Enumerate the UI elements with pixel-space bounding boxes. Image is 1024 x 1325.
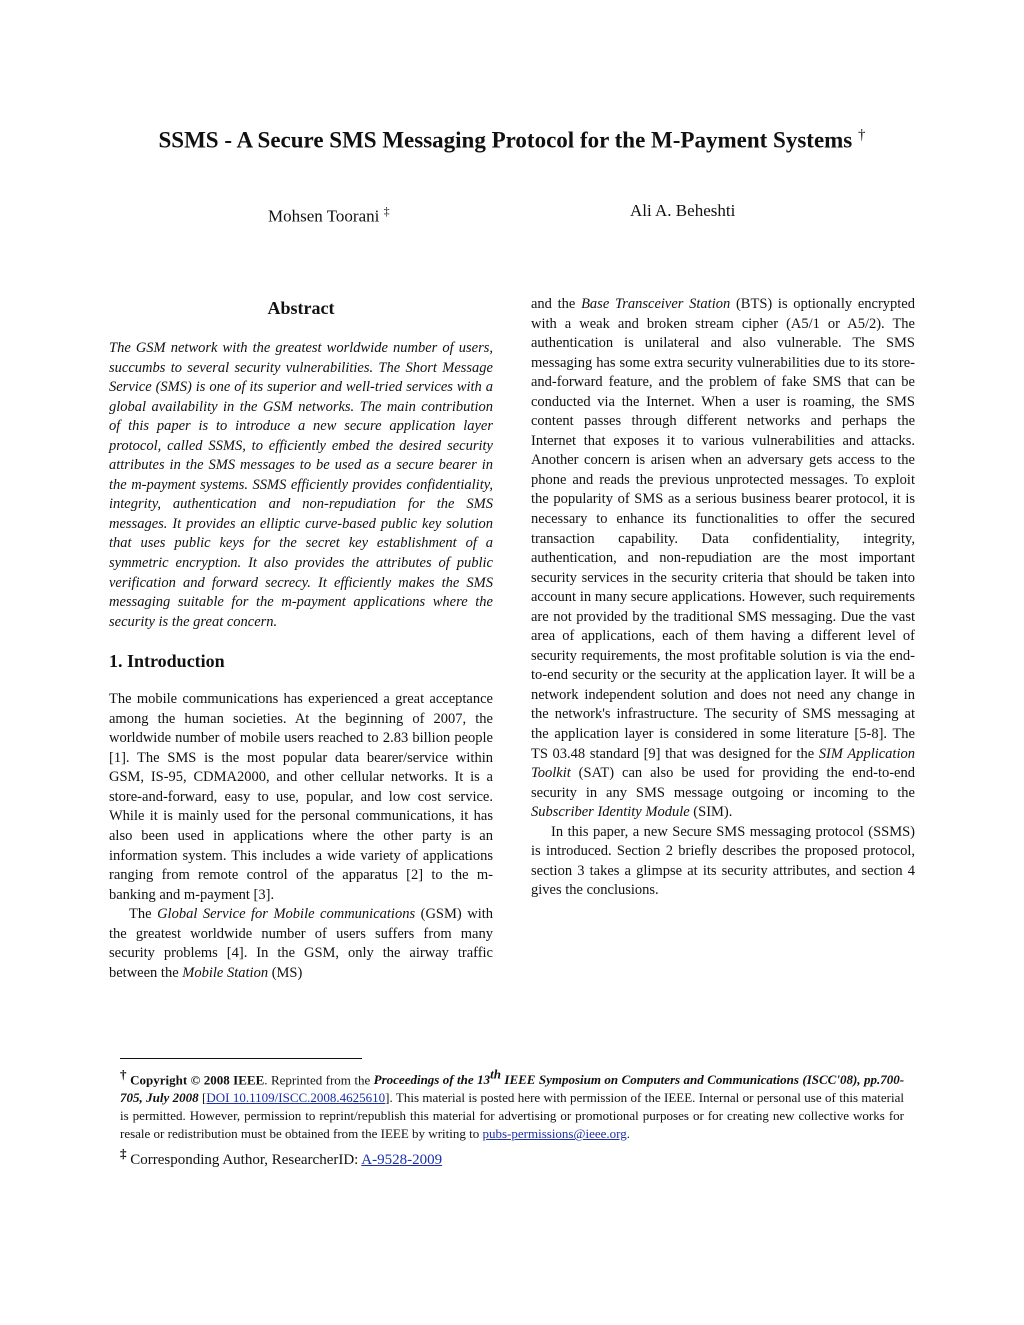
intro-p2-text-a: The	[129, 906, 158, 923]
author-2-name: Ali A. Beheshti	[630, 201, 736, 220]
intro-p3-text-a: and the	[531, 296, 582, 312]
intro-p3-sat-term: SIM Application Toolkit	[531, 745, 915, 782]
researcher-id-link[interactable]: A-9528-2009	[361, 1152, 443, 1169]
intro-p3-text-b: (BTS) is optionally encrypted with a weak and broken stream cipher (A5/1 or A5/2). The authentication is unilateral and also vulnerable. The SMS messaging has some extra security vulnerabilities due to its store-and-forward feature, and the problem of fake SMS that can be conducted via the Internet. When a user is roaming, the SMS content passes through different networks and perhaps the Internet that exposes it to various vulnerabilities and attacks. Another concern is arisen when an adversary gets access to the phone and reads the previous unprotected messages. To exploit the popularity of SMS as a serious business bearer protocol, it is necessary to enhance its functionalities to offer the secured transaction capability. Data confidentiality, integrity, authentication, and non-repudiation are the most important security services in the security criteria that should be taken into account in many secure applications. However, such requirements are not provided by the traditional SMS messaging. Due the vast area of applications, each of them having a different level of security requirements, the most profitable solution is via the end-to-end security or the security at the application layer. It will be a network independent solution and does not need any change in the network's infrastructure. The security of SMS messaging at the application layer is considered in some literature [5-8]. The TS 03.48 standard [9] that was designed for the	[531, 296, 915, 762]
intro-p2-ms-term: Mobile Station	[182, 964, 269, 981]
email-link[interactable]: pubs-permissions@ieee.org	[482, 1126, 627, 1142]
author-1-mark: ‡	[383, 204, 390, 218]
footnote-1-text-c: ]. This material is posted here with permission of the IEEE. Internal or personal use of this material is permitted. However, permission to reprint/republish this material for advertising or promotional purposes or for creating new collective works for resale or redistribution must be obtained from the IEEE by writing to	[120, 1090, 904, 1142]
footnote-1-ordinal: th	[490, 1067, 501, 1082]
intro-paragraph-3	[531, 295, 915, 823]
right-column	[531, 295, 915, 901]
footnote-1-proceedings-rest: IEEE Symposium on Computers and Communications (ISCC'08), pp.700-705, July 2008	[120, 1072, 905, 1106]
title-footnote-mark: †	[858, 127, 866, 143]
intro-p3-text-c: (SAT) can also be used for providing the end-to-end security in any SMS message outgoing or incoming to the	[531, 765, 915, 801]
intro-p2-gsm-term: Global Service for Mobile communications	[157, 906, 416, 923]
author-1	[268, 198, 390, 230]
copyright-label: Copyright © 2008 IEEE	[130, 1072, 265, 1088]
abstract-body: The GSM network with the greatest worldwide number of users, succumbs to several security vulnerabilities. The Short Message Service (SMS) is one of its superior and well-tried services with a global availability in the GSM networks. The main contribution of this paper is to introduce a new secure application layer protocol, called SSMS, to efficiently embed the desired security attributes in the SMS messages to be used as a secure bearer in the m-payment systems. SSMS efficiently provides confidentiality, integrity, authentication and non-repudiation for the SMS messages. It provides an elliptic curve-based public key solution that uses public keys for the secret key establishment of a symmetric encryption. It also provides the attributes of public verification and forward secrecy. It efficiently makes the SMS messaging suitable for the m-payment applications where the security is the great concern.	[109, 340, 493, 630]
footnote-2-text: Corresponding Author, ResearcherID:	[126, 1152, 362, 1169]
intro-p3-bts-term: Base Transceiver Station	[581, 296, 731, 312]
introduction-heading: 1. Introduction	[109, 651, 225, 672]
footnote-corresponding-author	[120, 1145, 904, 1169]
footnote-2-mark: ‡	[120, 1146, 127, 1162]
doi-link[interactable]: DOI 10.1109/ISCC.2008.4625610	[206, 1090, 386, 1106]
footnote-divider	[120, 1058, 362, 1059]
footnote-1-text-a: . Reprinted from the	[264, 1072, 374, 1088]
left-column	[109, 295, 493, 983]
footnote-1-text-b: [	[198, 1090, 207, 1106]
intro-p3-text-d: (SIM).	[689, 804, 733, 821]
footnote-1-proceedings: Proceedings of the 13	[373, 1072, 491, 1088]
author-2	[630, 198, 735, 224]
intro-p2-text-b: (GSM) with the greatest worldwide number of users suffers from many security problems [4]. In the GSM, only the airway traffic between the	[109, 906, 494, 981]
intro-p3-sim-term: Subscriber Identity Module	[531, 804, 690, 821]
footnote-1-text-d: .	[626, 1126, 630, 1142]
intro-paragraph-4: In this paper, a new Secure SMS messaging protocol (SSMS) is introduced. Section 2 briefly describes the proposed protocol, section 3 takes a glimpse at its security attributes, and section 4 gives the conclusions.	[531, 823, 915, 899]
abstract-heading: Abstract	[267, 298, 335, 318]
author-1-name: Mohsen Toorani	[268, 206, 380, 226]
footnote-copyright	[120, 1066, 904, 1143]
intro-p2-text-c: (MS)	[268, 964, 303, 981]
intro-paragraph-1: The mobile communications has experienced a great acceptance among the human societies. At the beginning of 2007, the worldwide number of mobile users reached to 2.83 billion people [1]. The SMS is the most popular data bearer/service within GSM, IS-95, CDMA2000, and other cellular networks. It is a store-and-forward, easy to use, popular, and low cost service. While it is mainly used for the personal communications, it has also been used in applications where the other party is an information system. This includes a wide variety of applications ranging from remote control of the apparatus [2] to the m-banking and m-payment [3].	[109, 691, 493, 903]
footnote-1-mark: †	[120, 1067, 127, 1082]
paper-title-text: SSMS - A Secure SMS Messaging Protocol for the M-Payment Systems	[158, 127, 853, 153]
footnotes	[120, 1066, 904, 1169]
intro-paragraph-2	[109, 905, 493, 983]
paper-title	[60, 118, 964, 158]
